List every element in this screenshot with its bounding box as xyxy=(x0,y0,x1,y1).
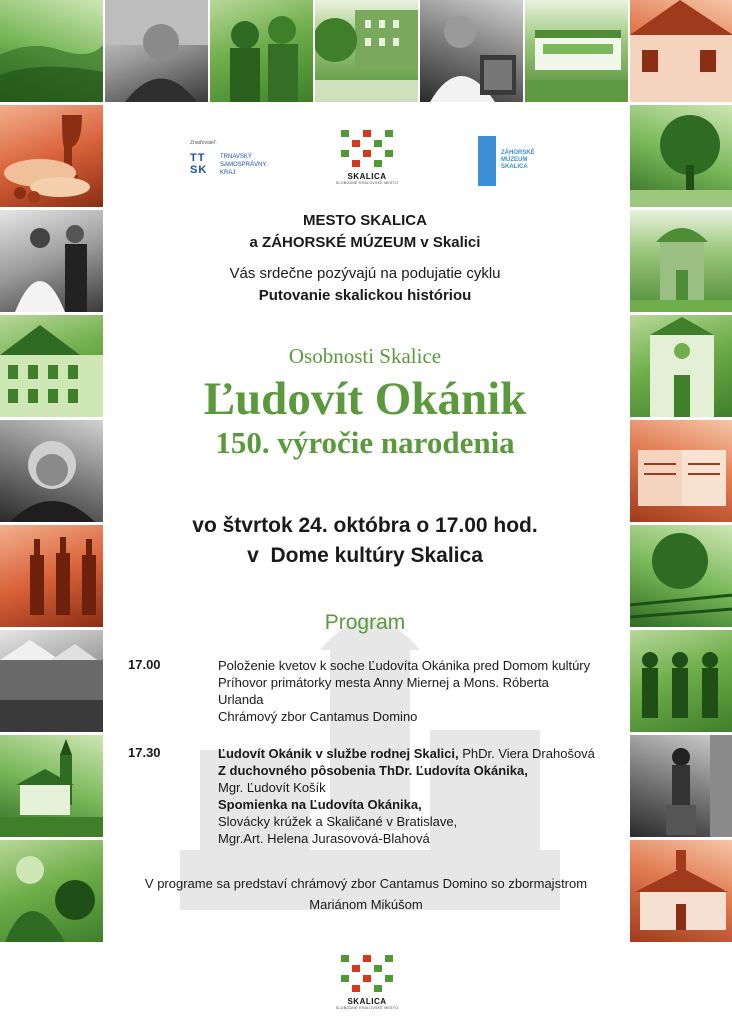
skalica-subtitle: SLOBODNÉ KRÁĽOVSKÉ MESTO xyxy=(335,1006,399,1010)
item-author: Mgr. Ľudovít Košík xyxy=(218,780,326,795)
museum-name xyxy=(501,150,535,171)
photo-old-books xyxy=(630,420,732,522)
photo-wine-bottles xyxy=(0,525,103,627)
program-time: 17.00 xyxy=(128,657,161,672)
photo-landscape-fields xyxy=(0,0,103,102)
skalica-emblem-icon xyxy=(341,130,393,170)
event-date: vo štvrtok 24. októbra o 17.00 hod. xyxy=(192,514,538,537)
series-name: Putovanie skalickou históriou xyxy=(258,287,472,304)
photo-street-alley xyxy=(315,0,418,102)
ttsk-mark-bottom: SK xyxy=(190,164,208,176)
ttsk-mark xyxy=(190,152,207,176)
ttsk-name-line: KRAJ xyxy=(220,170,236,176)
item-author: PhDr. Viera Drahošová xyxy=(458,746,595,761)
photo-pastry xyxy=(0,105,103,207)
museum-name-line: SKALICA xyxy=(501,164,528,170)
photo-church-town xyxy=(0,735,103,837)
photo-portrait-man xyxy=(105,0,208,102)
program-time: 17.30 xyxy=(128,745,161,760)
program-item-1 xyxy=(218,745,618,762)
event-venue: v Dome kultúry Skalica xyxy=(247,544,483,567)
program-line: Urlanda xyxy=(218,692,264,707)
ttsk-mark-top: TT xyxy=(190,152,206,164)
person-name: Ľudovít Okánik xyxy=(203,373,527,425)
program-line: Chrámový zbor Cantamus Domino xyxy=(218,709,418,724)
closing-line: Mariánom Mikúšom xyxy=(309,897,423,912)
photo-modern-building xyxy=(525,0,628,102)
photo-church-facade xyxy=(630,315,732,417)
skalica-logo-bottom xyxy=(322,955,412,1010)
photo-elderly-woman xyxy=(0,420,103,522)
skalica-subtitle: SLOBODNÉ KRÁĽOVSKÉ MESTO xyxy=(335,181,399,185)
ttsk-name-line: TRNAVSKÝ xyxy=(220,154,252,160)
skalica-wordmark: SKALICA xyxy=(347,997,387,1006)
museum-name-line: ZÁHORSKÉ xyxy=(501,150,535,156)
invitation-line: Vás srdečne pozývajú na podujatie cyklu xyxy=(229,265,501,282)
photo-statue xyxy=(630,735,732,837)
photo-historic-building xyxy=(0,315,103,417)
program-line: Príhovor primátorky mesta Anny Miernej a Mons. Róberta xyxy=(218,675,549,690)
program-block-1 xyxy=(218,657,618,725)
ttsk-logo xyxy=(190,140,300,190)
closing-note xyxy=(110,873,622,915)
photo-rotunda xyxy=(630,210,732,312)
item-title: Ľudovít Okánik v službe rodnej Skalici, xyxy=(218,746,459,761)
anniversary-title: 150. výročie narodenia xyxy=(215,425,515,460)
zahorske-muzeum-logo xyxy=(478,136,568,190)
museum-name-line: MÚZEUM xyxy=(501,157,528,163)
series-title: Osobnosti Skalice xyxy=(288,344,442,368)
program-block-2 xyxy=(218,745,618,847)
photo-tree-green xyxy=(630,105,732,207)
program-line: Položenie kvetov k soche Ľudovíta Okánika pred Domom kultúry xyxy=(218,658,591,673)
organizer-line-1: MESTO SKALICA xyxy=(303,212,427,229)
skalica-logo-top xyxy=(322,130,412,185)
item-title: Z duchovného pôsobenia ThDr. Ľudovíta Okánika, xyxy=(218,763,528,778)
item-author: Slovácky krúžek a Skaličané v Bratislave, xyxy=(218,814,458,829)
skalica-emblem-icon xyxy=(341,955,393,995)
ttsk-name-line: SAMOSPRÁVNY xyxy=(220,162,267,168)
photo-chapel-red xyxy=(630,840,732,942)
photo-vineyard-tree xyxy=(630,525,732,627)
program-title: Program xyxy=(324,611,406,634)
photo-hockey-players xyxy=(210,0,313,102)
ttsk-name xyxy=(220,153,266,177)
photo-folk-musicians xyxy=(630,630,732,732)
museum-mark-icon xyxy=(478,136,496,186)
item-author: Mgr.Art. Helena Jurasovová-Blahová xyxy=(218,831,430,846)
ttsk-caption: Zriaďovateľ: xyxy=(190,140,217,146)
photo-man-with-picture xyxy=(420,0,523,102)
photo-wedding-couple xyxy=(0,210,103,312)
photo-harvest-worker xyxy=(0,840,103,942)
skalica-wordmark: SKALICA xyxy=(347,172,387,181)
closing-line: V programe sa predstaví chrámový zbor Cantamus Domino so zbormajstrom xyxy=(144,876,588,891)
organizer-line-2: a ZÁHORSKÉ MÚZEUM v Skalici xyxy=(249,234,481,251)
item-title: Spomienka na Ľudovíta Okánika, xyxy=(218,797,422,812)
photo-house-red xyxy=(630,0,732,102)
photo-market-tents xyxy=(0,630,103,732)
